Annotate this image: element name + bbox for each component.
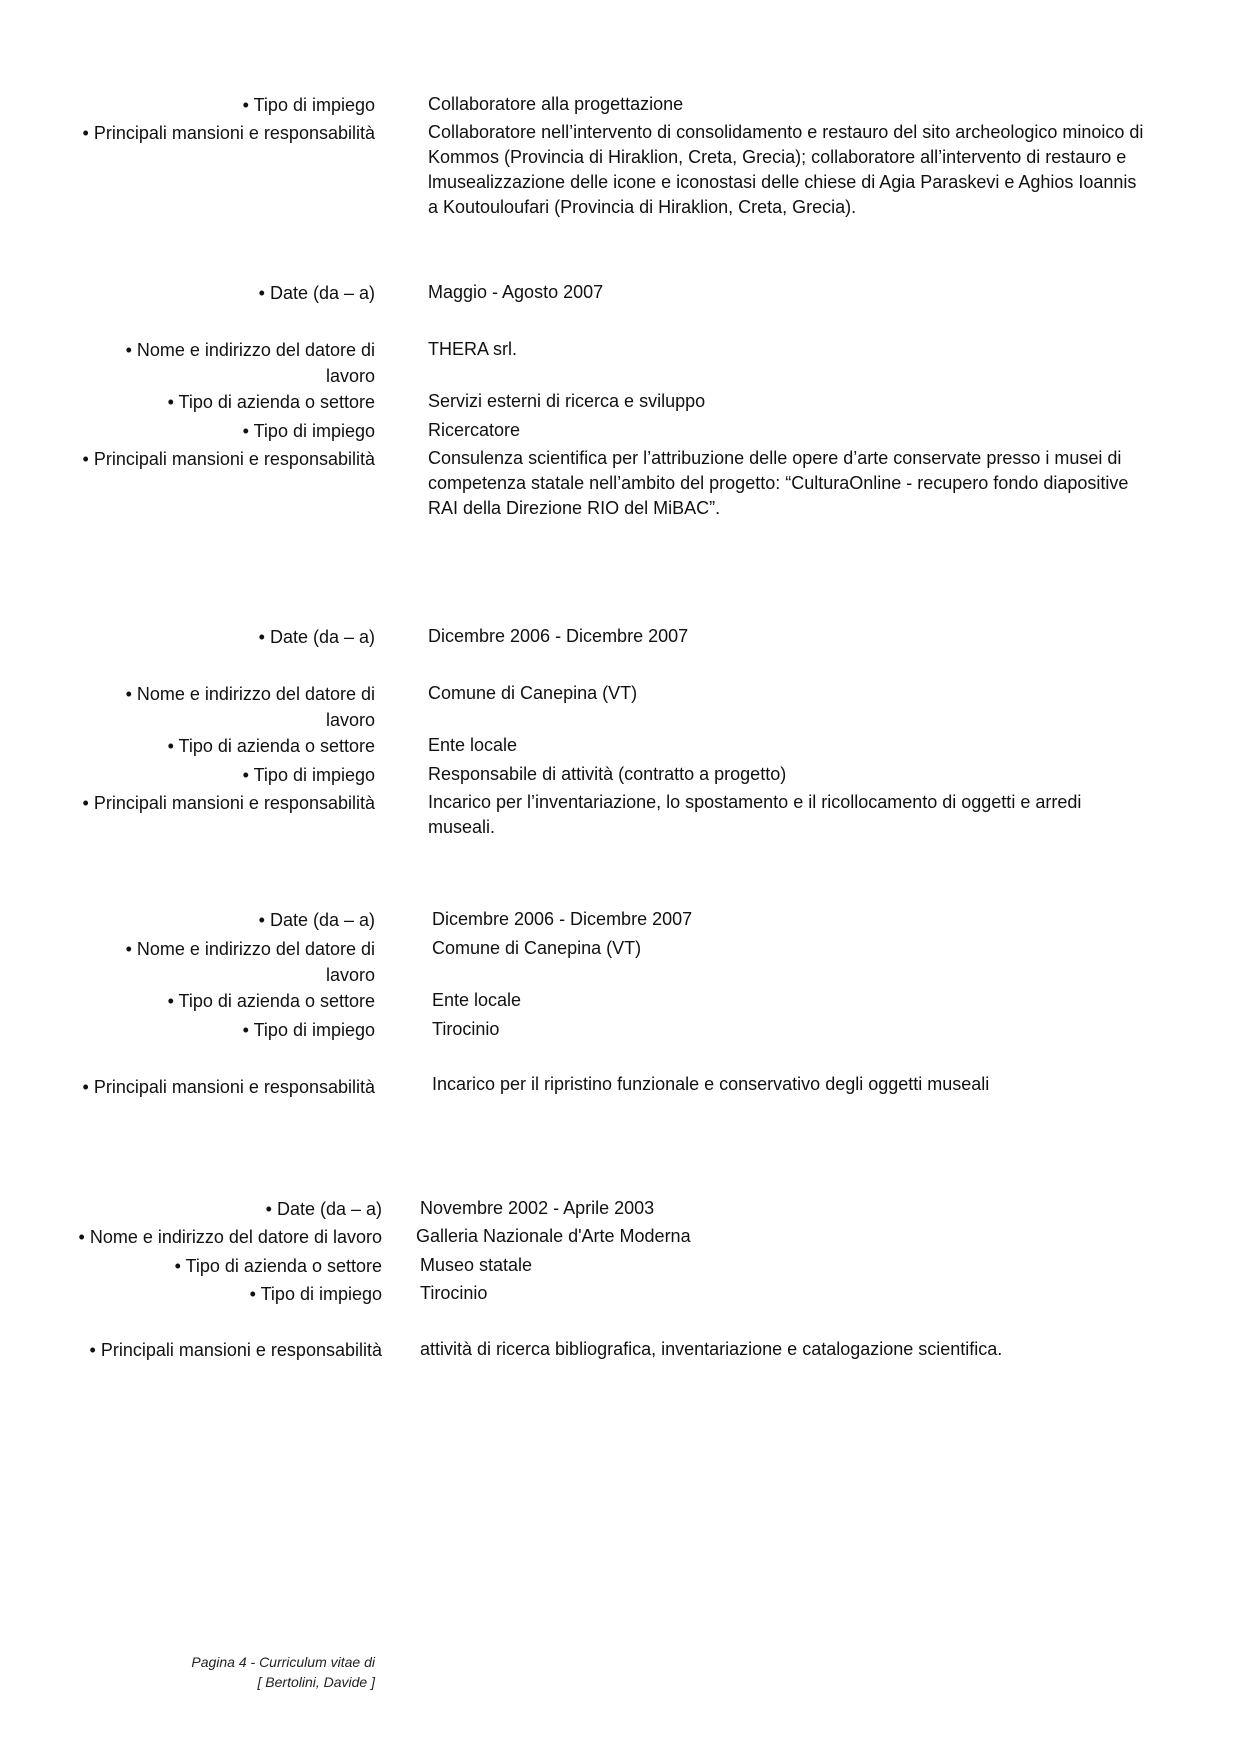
sector-label: • Tipo di azienda o settore xyxy=(174,1256,382,1276)
dates-value: Maggio - Agosto 2007 xyxy=(428,282,604,302)
sector-label: • Tipo di azienda o settore xyxy=(167,991,375,1011)
footer-author-name: [ Bertolini, Davide ] xyxy=(257,1674,375,1690)
dates-label: • Date (da – a) xyxy=(258,627,375,647)
job-type-label: • Tipo di impiego xyxy=(249,1284,382,1304)
employer-value: Comune di Canepina (VT) xyxy=(428,683,638,703)
employer-label: • Nome e indirizzo del datore di lavoro xyxy=(125,340,375,386)
sector-value: Museo statale xyxy=(420,1255,533,1275)
dates-value: Dicembre 2006 - Dicembre 2007 xyxy=(428,626,689,646)
duties-label: • Principali mansioni e responsabilità xyxy=(82,793,375,813)
employer-label: • Nome e indirizzo del datore di lavoro xyxy=(125,684,375,730)
employer-label: • Nome e indirizzo del datore di lavoro xyxy=(125,939,375,985)
job-type-value: Collaboratore alla progettazione xyxy=(428,94,684,114)
sector-label: • Tipo di azienda o settore xyxy=(167,736,375,756)
duties-label: • Principali mansioni e responsabilità xyxy=(82,1077,375,1097)
employer-value: Comune di Canepina (VT) xyxy=(432,938,642,958)
job-type-label: • Tipo di impiego xyxy=(242,1020,375,1040)
job-type-value: Ricercatore xyxy=(428,420,521,440)
job-type-value: Tirocinio xyxy=(432,1019,500,1039)
duties-value: Collaboratore nell’intervento di consolidamento e restauro del sito archeologico minoico di Kommos (Provincia di Hiraklion, Creta, Grecia); collaboratore all’intervento di restauro e lmusealizzazione delle icone e iconostasi delle chiese di Agia Paraskevi e Aghios Ioannis a Koutouloufari (Provincia di Hiraklion, Creta, Grecia). xyxy=(428,122,1144,217)
employer-value: THERA srl. xyxy=(428,339,518,359)
job-type-value: Responsabile di attività (contratto a progetto) xyxy=(428,764,787,784)
dates-label: • Date (da – a) xyxy=(265,1199,382,1219)
employer-label: • Nome e indirizzo del datore di lavoro xyxy=(78,1227,382,1247)
sector-value: Ente locale xyxy=(428,735,518,755)
job-type-value: Tirocinio xyxy=(420,1283,488,1303)
duties-value: Incarico per il ripristino funzionale e conservativo degli oggetti museali xyxy=(432,1074,990,1094)
duties-value: Consulenza scientifica per l’attribuzione delle opere d’arte conservate presso i musei di competenza statale nell’ambito del progetto: “CulturaOnline - recupero fondo diapositive RAI della Direzione RIO del MiBAC”. xyxy=(428,448,1129,518)
employer-value: Galleria Nazionale d'Arte Moderna xyxy=(416,1226,691,1246)
dates-value: Dicembre 2006 - Dicembre 2007 xyxy=(432,909,693,929)
dates-value: Novembre 2002 - Aprile 2003 xyxy=(420,1198,655,1218)
job-type-label: • Tipo di impiego xyxy=(242,765,375,785)
duties-label: • Principali mansioni e responsabilità xyxy=(82,123,375,143)
page-footer xyxy=(160,1652,375,1692)
duties-value: attività di ricerca bibliografica, inventariazione e catalogazione scientifica. xyxy=(420,1339,1003,1359)
duties-label: • Principali mansioni e responsabilità xyxy=(82,449,375,469)
duties-label: • Principali mansioni e responsabilità xyxy=(89,1340,382,1360)
sector-value: Ente locale xyxy=(432,990,522,1010)
job-type-label: • Tipo di impiego xyxy=(242,95,375,115)
job-type-label: • Tipo di impiego xyxy=(242,421,375,441)
sector-label: • Tipo di azienda o settore xyxy=(167,392,375,412)
duties-value: Incarico per l’inventariazione, lo spostamento e il ricollocamento di oggetti e arredi museali. xyxy=(428,792,1082,837)
sector-value: Servizi esterni di ricerca e sviluppo xyxy=(428,391,706,411)
footer-page-number: Pagina 4 - Curriculum vitae di xyxy=(191,1654,375,1670)
dates-label: • Date (da – a) xyxy=(258,283,375,303)
dates-label: • Date (da – a) xyxy=(258,910,375,930)
